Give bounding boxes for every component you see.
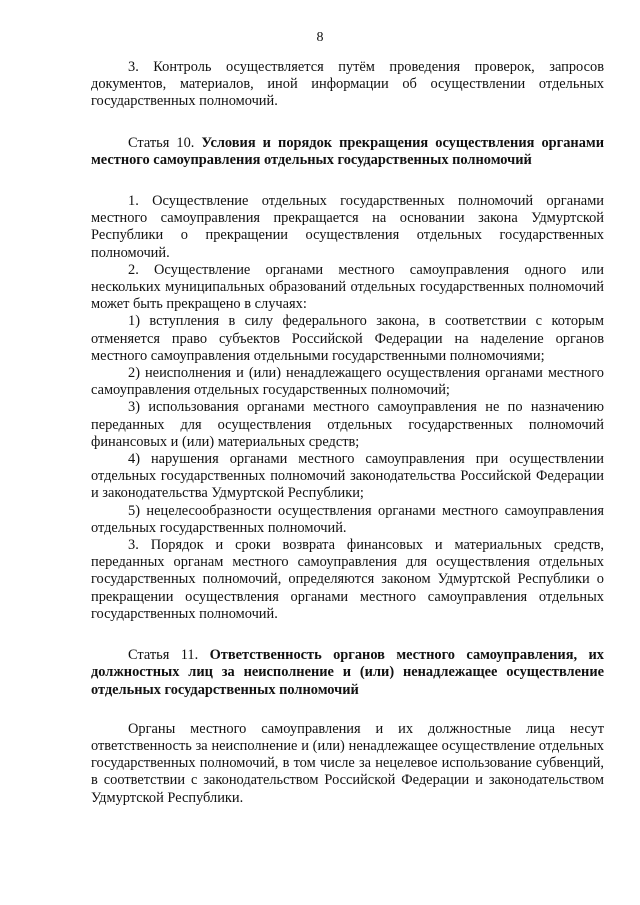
article-11-heading bbox=[91, 647, 604, 699]
page-number: 8 bbox=[316, 30, 324, 45]
document-body bbox=[91, 59, 604, 807]
article-10-label: Статья 10. bbox=[128, 134, 195, 151]
article-10-list-item: 5) нецелесообразности осуществления органами местного самоуправления отдельных государственных полномочий. bbox=[91, 502, 604, 536]
article-11-text: Органы местного самоуправления и их должностные лица несут ответственность за неисполнение и (или) ненадлежащее осуществление отдельных государственных полномочий, в том числе за нецелевое использование субвенций, в соответствии с законодательством Российской Федерации и законодательством Удмуртской Республики. bbox=[91, 720, 604, 806]
article-11-title: Ответственность органов местного самоуправления, их должностных лиц за неисполнение и (или) ненадлежащее осуществление отдельных государственных полномочий bbox=[91, 647, 604, 698]
article-10-paragraph-3: 3. Порядок и сроки возврата финансовых и материальных средств, переданных органам местного самоуправления для осуществления отдельных государственных полномочий, определяются законом Удмуртской Республики о прекращении осуществления органами местного самоуправления отдельных государственных полномочий. bbox=[91, 537, 604, 622]
article-10-list-item: 2) неисполнения и (или) ненадлежащего осуществления органами местного самоуправления отдельных государственных полномочий; bbox=[91, 365, 604, 399]
article-10-paragraph-1: 1. Осуществление отдельных государственных полномочий органами местного самоуправления прекращается на основании закона Удмуртской Республики о прекращении осуществления отдельных государственных полномочий. bbox=[91, 193, 604, 261]
paragraph-control: 3. Контроль осуществляется путём проведения проверок, запросов документов, материалов, иной информации об осуществлении отдельных государственных полномочий. bbox=[91, 59, 604, 110]
article-10-heading bbox=[91, 135, 604, 169]
article-10-paragraph-2: 2. Осуществление органами местного самоуправления одного или нескольких муниципальных образований отдельных государственных полномочий может быть прекращено в случаях: bbox=[91, 261, 604, 313]
article-10-title: Условия и порядок прекращения осуществления органами местного самоуправления отдельных государственных полномочий bbox=[91, 134, 604, 168]
article-11-label: Статья 11. bbox=[128, 647, 199, 664]
article-10-list-item: 4) нарушения органами местного самоуправления при осуществлении отдельных государственных полномочий законодательства Российской Федерации и законодательства Удмуртской Республики; bbox=[91, 451, 604, 502]
article-10-list-item: 1) вступления в силу федерального закона, в соответствии с которым отменяется право субъектов Российской Федерации на наделение органов местного самоуправления отдельными государственными полномочиями; bbox=[91, 313, 604, 364]
article-10-list-item: 3) использования органами местного самоуправления не по назначению переданных для осуществления отдельных государственных полномочий финансовых и (или) материальных средств; bbox=[91, 399, 604, 450]
